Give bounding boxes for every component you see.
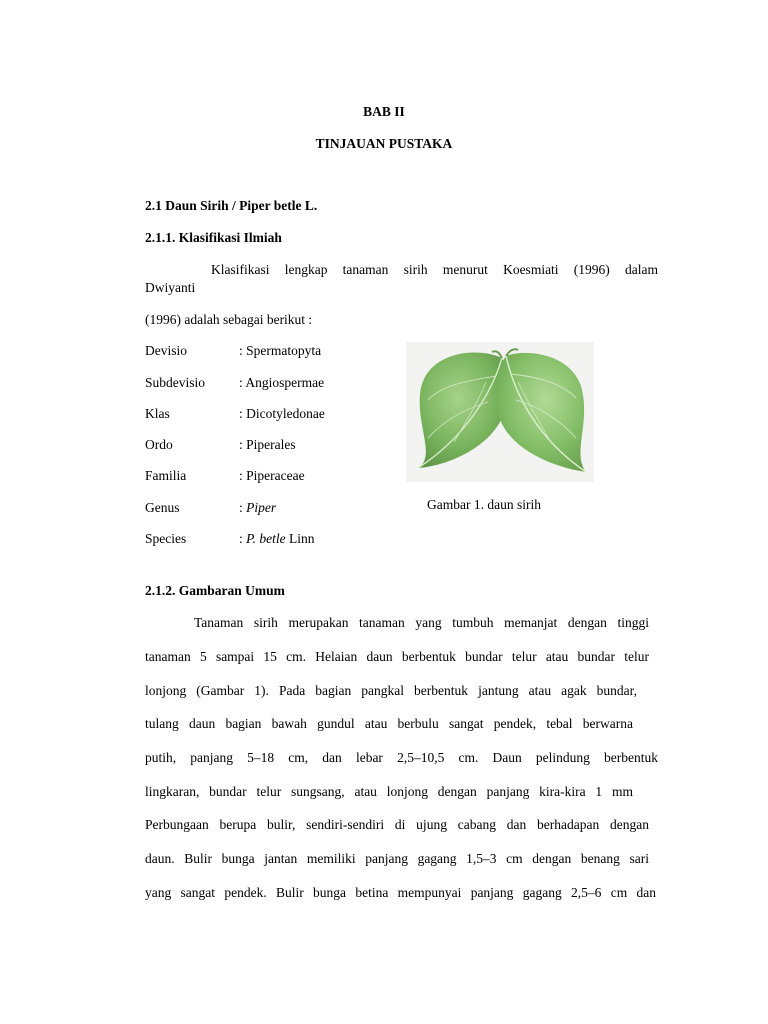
betel-leaf-image — [406, 342, 594, 482]
chapter-number: BAB II — [363, 104, 405, 119]
betel-leaf-illustration — [406, 342, 594, 482]
paragraph-line: yang sangat pendek. Bulir bunga betina mempunyai panjang gagang 2,5–6 cm dan — [145, 885, 656, 900]
section-heading-2-1: 2.1 Daun Sirih / Piper betle L. — [145, 198, 318, 213]
paragraph-line: Tanaman sirih merupakan tanaman yang tumbuh memanjat dengan tinggi — [194, 615, 649, 630]
species-italic: P. betle — [246, 531, 286, 546]
classification-label: Species — [145, 531, 187, 546]
classification-value: : P. betle Linn — [239, 531, 315, 546]
paragraph-line: lonjong (Gambar 1). Pada bagian pangkal berbentuk jantung atau agak bundar, — [145, 683, 637, 698]
figure-caption: Gambar 1. daun sirih — [427, 497, 541, 512]
classification-value: : Piperales — [239, 437, 296, 452]
paragraph-line: lingkaran, bundar telur sungsang, atau lonjong dengan panjang kira-kira 1 mm — [145, 784, 633, 799]
classification-value: : Piper — [239, 500, 277, 515]
intro-paragraph-line: (1996) adalah sebagai berikut : — [145, 312, 313, 327]
intro-paragraph-line: Klasifikasi lengkap tanaman sirih menurut Koesmiati (1996) dalam — [211, 262, 658, 277]
classification-label: Klas — [145, 406, 170, 421]
classification-value: : Spermatopyta — [239, 343, 322, 358]
section-heading-2-1-1: 2.1.1. Klasifikasi Ilmiah — [145, 230, 282, 245]
classification-value: : Piperaceae — [239, 468, 305, 483]
chapter-title: TINJAUAN PUSTAKA — [315, 136, 453, 151]
classification-label: Familia — [145, 468, 187, 483]
paragraph-line: daun. Bulir bunga jantan memiliki panjang gagang 1,5–3 cm dengan benang sari — [145, 851, 649, 866]
intro-paragraph-line: Dwiyanti — [145, 280, 196, 295]
paragraph-line: Perbungaan berupa bulir, sendiri-sendiri di ujung cabang dan berhadapan dengan — [145, 817, 649, 832]
classification-label: Subdevisio — [145, 375, 206, 390]
paragraph-line: putih, panjang 5–18 cm, dan lebar 2,5–10,5 cm. Daun pelindung berbentuk — [145, 750, 658, 765]
classification-value: : Dicotyledonae — [239, 406, 325, 421]
paragraph-line: tulang daun bagian bawah gundul atau berbulu sangat pendek, tebal berwarna — [145, 716, 633, 731]
classification-label: Genus — [145, 500, 180, 515]
classification-value: : Angiospermae — [239, 375, 325, 390]
genus-italic: Piper — [246, 500, 277, 515]
classification-label: Ordo — [145, 437, 173, 452]
classification-label: Devisio — [145, 343, 187, 358]
section-heading-2-1-2: 2.1.2. Gambaran Umum — [145, 583, 285, 598]
paragraph-line: tanaman 5 sampai 15 cm. Helaian daun berbentuk bundar telur atau bundar telur — [145, 649, 649, 664]
